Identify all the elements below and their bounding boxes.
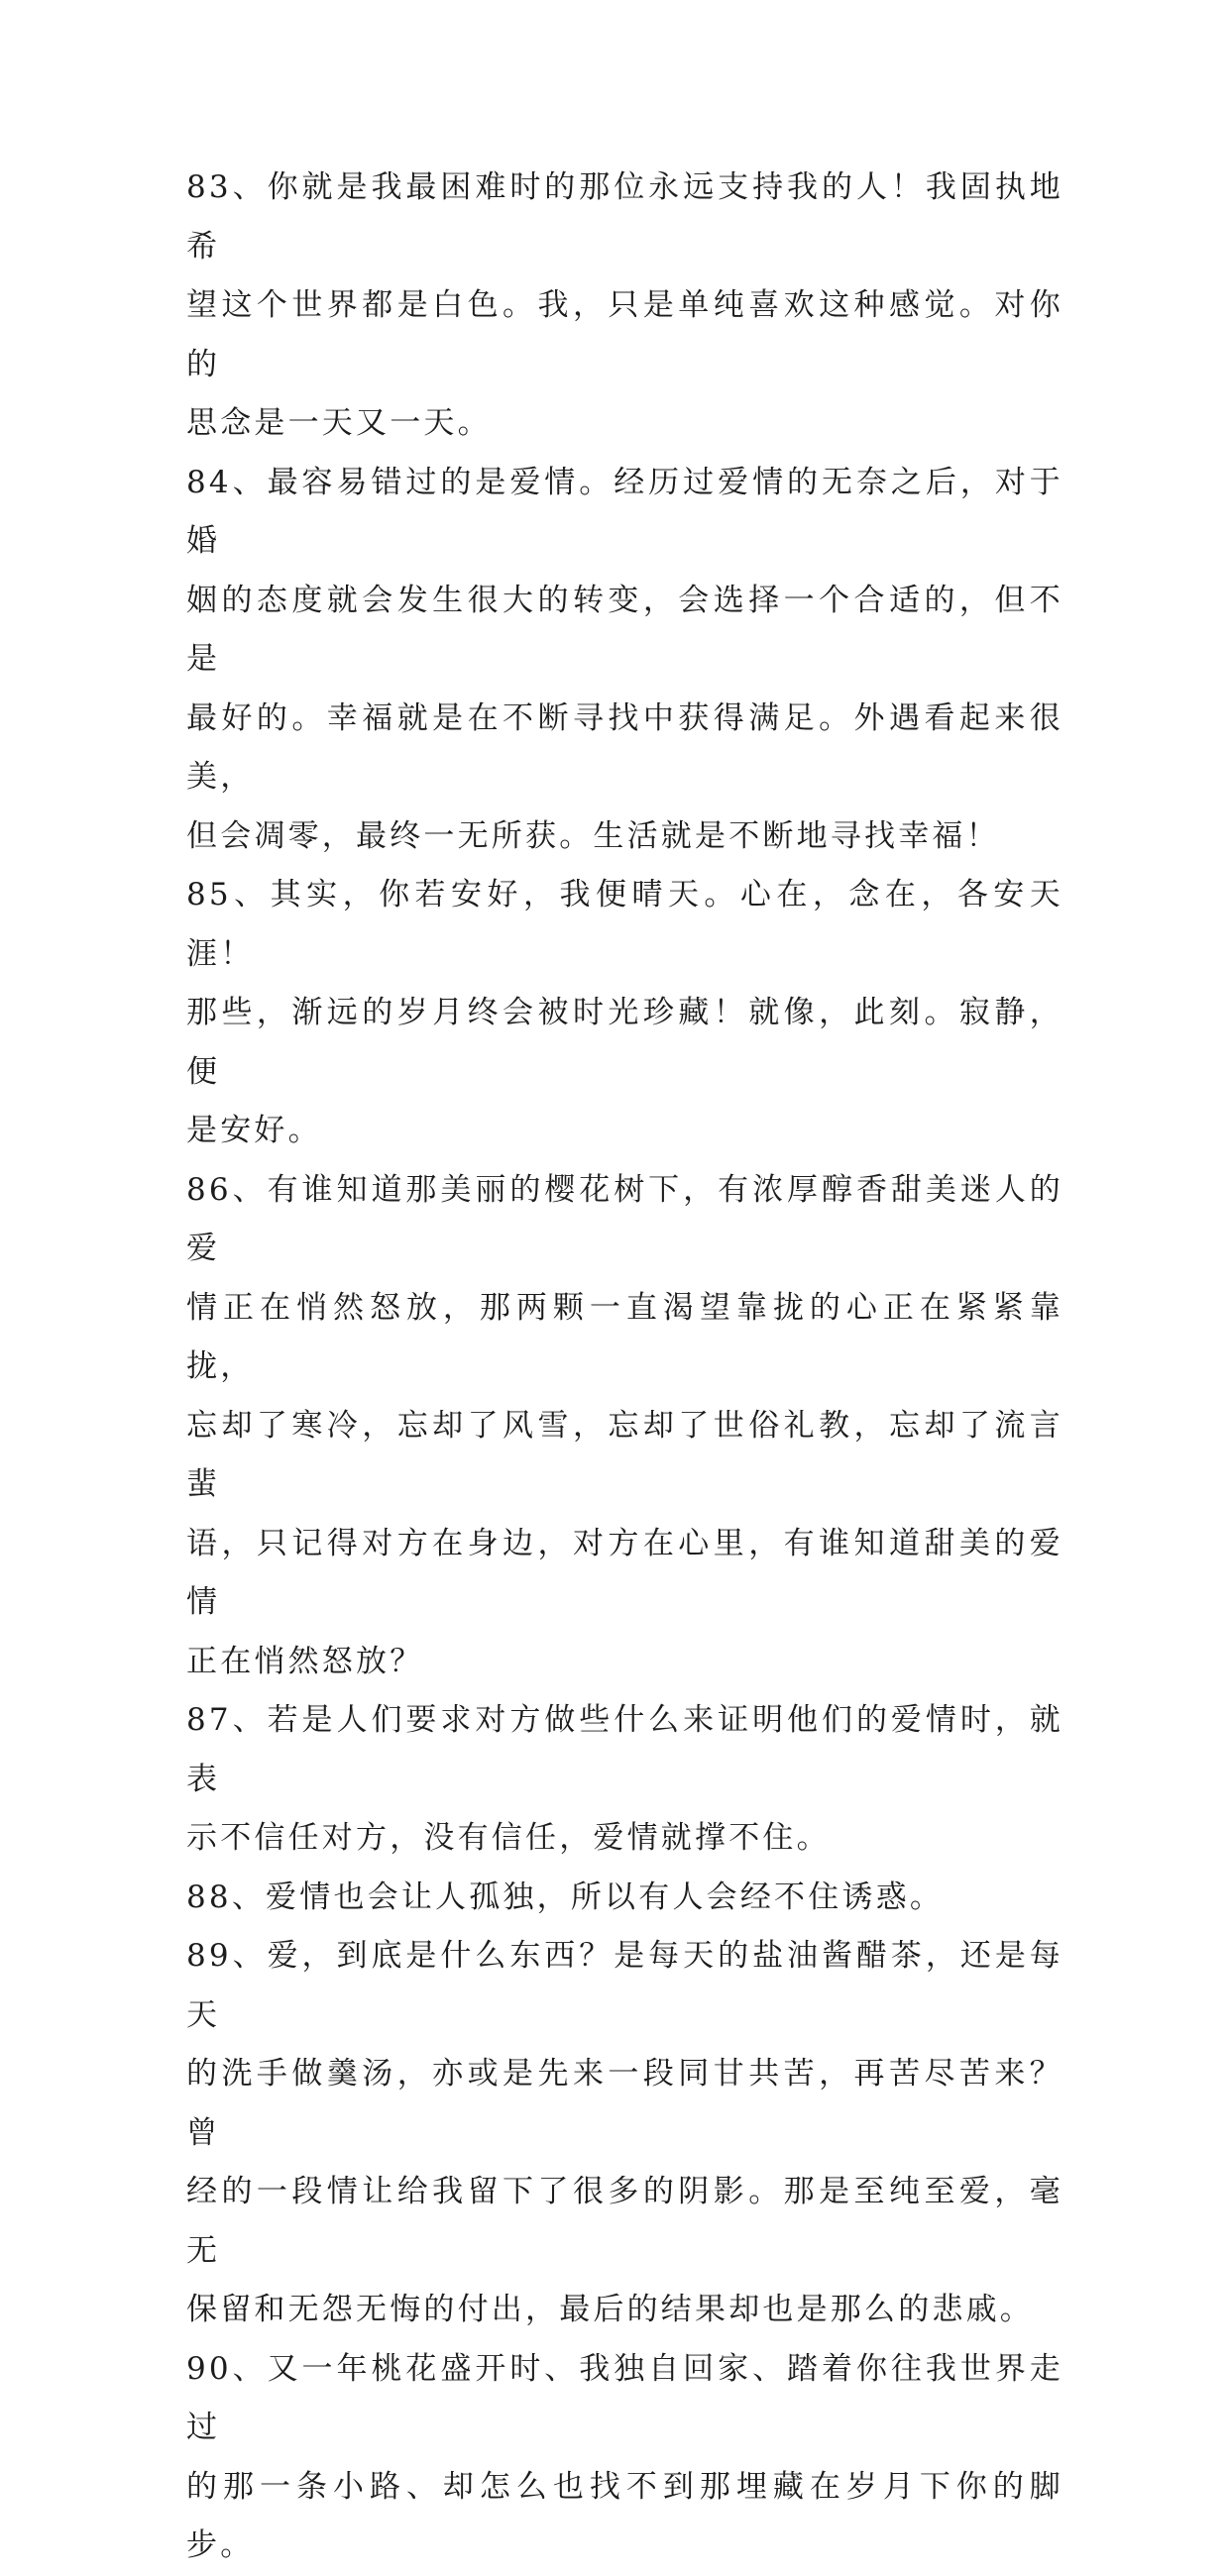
paragraph-89: 89、爱，到底是什么东西？是每天的盐油酱醋茶，还是每天 的洗手做羹汤，亦或是先来一段同甘共苦，再苦尽苦来？曾 经的一段情让给我留下了很多的阴影。那是至纯至爱，毫无 保留和无怨无悔的付出，最后的结果却也是那么的悲戚。 [186,1938,1063,2327]
paragraph-86: 86、有谁知道那美丽的樱花树下，有浓厚醇香甜美迷人的爱 情正在悄然怒放，那两颗一直渴望靠拢的心正在紧紧靠拢， 忘却了寒冷，忘却了风雪，忘却了世俗礼教，忘却了流言蜚 语，只记得对方在身边，对方在心里，有谁知道甜美的爱情 正在悄然怒放？ [186,1171,1063,1679]
paragraph-84: 84、最容易错过的是爱情。经历过爱情的无奈之后，对于婚 姻的态度就会发生很大的转变，会选择一个合适的，但不是 最好的。幸福就是在不断寻找中获得满足。外遇看起来很美， 但会凋零，最终一无所获。生活就是不断地寻找幸福！ [186,464,1063,854]
paragraph-90: 90、又一年桃花盛开时、我独自回家、踏着你往我世界走过 的那一条小路、却怎么也找不到那埋藏在岁月下你的脚步。 [186,2350,1063,2563]
paragraph-87: 87、若是人们要求对方做些什么来证明他们的爱情时，就表 示不信任对方，没有信任，爱情就撑不住。 [186,1702,1063,1856]
paragraph-83: 83、你就是我最困难时的那位永远支持我的人！我固执地希 望这个世界都是白色。我，只是单纯喜欢这种感觉。对你的 思念是一天又一天。 [186,169,1063,441]
paragraph-85: 85、其实，你若安好，我便晴天。心在，念在，各安天涯！ 那些，渐远的岁月终会被时光珍藏！就像，此刻。寂静，便 是安好。 [186,877,1063,1148]
paragraph-88: 88、爱情也会让人孤独，所以有人会经不住诱惑。 [186,1878,945,1915]
document-body [186,159,1063,2576]
